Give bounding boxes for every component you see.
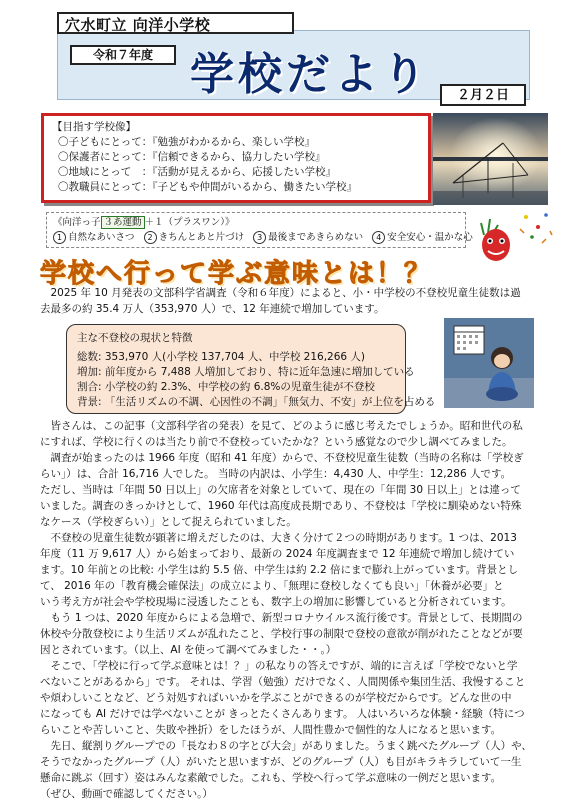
campaign-box [46, 212, 473, 248]
newsletter-title: 学校だより [190, 49, 430, 100]
text-line: もう 1 つは、2020 年度からによる急増で、新型コロナウイルス流行後です。背景として、長期間の [40, 612, 523, 624]
sunrise-photo [433, 113, 548, 205]
text-line: なケース（学校ぎらい）」として捉えられていました。 [40, 516, 297, 528]
body-text [40, 418, 532, 802]
stats-line: 背景: 「生活リズムの不調、心因性の不調」「無気力、不安」が上位を占める [77, 396, 436, 408]
text-line: 調査が始まったのは 1966 年度（昭和 41 年度）からで、不登校児童生徒数（当時の名称は「学校ぎ [40, 452, 524, 464]
text-line: になっても AI だけでは学べないことが きっとたくさんあります。 人はいろいろな体験・経験（特につ [40, 708, 525, 720]
stats-line: 増加: 前年度から 7,488 人増加しており、特に近年急速に増加している [77, 366, 415, 378]
section-title: 学校へ行って学ぶ意味とは！？ [40, 259, 433, 289]
text-line: 休校や分散登校により生活リズムが乱れたこと、学校行事の制限で登校の意欲が削がれたことなどが要 [40, 628, 523, 640]
campaign-suffix: ＋１（プラスワン）》 [144, 217, 235, 228]
text-line: 皆さんは、この記事（文部科学省の発表）を見て、どのように感じ考えたでしょうか。昭和世代の私 [40, 420, 523, 432]
goal-item: 〇教職員にとって：『子どもや仲間がいるから、働きたい学校』 [58, 181, 358, 193]
text-line: いう考え方が社会や学校現場に浸透したことも、数字上の増加に影響していると分析されています。 [40, 596, 512, 608]
school-name: 穴水町立 向洋小学校 [57, 12, 294, 34]
text-line: にすれば、学校に行くのは当たり前で不登校っていたかな？という感覚なので少し調べてみました。 [40, 436, 513, 448]
goal-item: 〇子どもにとって：『勉強がわかるから、楽しい学校』 [58, 136, 316, 148]
stats-line: 総数: 353,970 人(小学校 137,704 人、中学校 216,266 人) [77, 351, 366, 363]
text-line: 先日、縦割りグループでの「長なわ８の字とび大会」がありました。うまく跳べたグループ（人）や、 [40, 740, 532, 752]
text-line: 2025 年 10 月発表の文部科学省調査（令和６年度）によると、小・中学校の不登校児童生徒数は過 [40, 287, 521, 299]
text-line: 不登校の児童生徒数が顕著に増えだしたのは、大きく分けて２つの時期があります。1 つは、2013 [40, 532, 517, 544]
campaign-item: 自然なあいさつ [68, 232, 135, 243]
text-line: ます。10 年前との比較: 小学生は約 5.5 倍、中学生は約 2.2 倍にまで膨れ上がっています。背景とし [40, 564, 519, 576]
campaign-prefix: 《向洋っ子 [53, 217, 101, 228]
campaign-highlight: ３あ運動 [101, 216, 145, 229]
campaign-item: きちんとあと片づけ [158, 232, 245, 243]
issue-date: ２月２日 [440, 84, 526, 106]
text-line: 懸命に跳ぶ（回す）姿はみんな素敵でした。これも、学校へ行って学ぶ意味の一例だと思います。 [40, 772, 502, 784]
campaign-item: 最後まであきらめない [268, 232, 364, 243]
text-line: らい」）は、合計 16,716 人でした。 当時の内訳は、小学生：4,430 人、中学生：12,286 人です。 [40, 468, 512, 480]
text-line: べないことがあるから」です。 それは、学習（勉強）だけでなく、人間関係や集団生活、我慢すること [40, 676, 526, 688]
text-line: て、 2016 年の「教育機会確保法」の成立により、「無理に登校しなくても良い」「休養が必要」と [40, 580, 504, 592]
text-line: そうでなかったグループ（人）がいたと思いますが、どのグループ（人）も目がキラキラしていて一生 [40, 756, 522, 768]
campaign-number: 1 [53, 231, 66, 244]
stats-title: 主な不登校の現状と特徴 [77, 332, 193, 344]
school-year: 令和７年度 [70, 45, 176, 65]
text-line: いました。調査のきっかけとして、1960 年代は高度成長期であり、不登校は「学校に馴染めない特殊 [40, 500, 522, 512]
text-line: 因とされています。（以上、AI を使って調べてみました・・。） [40, 644, 337, 656]
mascot-illustration [476, 205, 556, 265]
goals-heading: 【目指す学校像】 [52, 121, 136, 133]
text-line: （ぜひ、動画で確認してください。） [40, 788, 213, 800]
text-line: 去最多の約 35.4 万人（353,970 人）で、12 年連続で増加しています。 [40, 303, 385, 315]
campaign-number: 4 [372, 231, 385, 244]
school-goals-box [41, 113, 431, 203]
campaign-number: 2 [144, 231, 157, 244]
intro-paragraph [40, 285, 521, 317]
stats-box [66, 324, 436, 414]
text-line: そこで、「学校に行って学ぶ意味とは！？」の私なりの答えですが、端的に言えば「学校でないと学 [40, 660, 518, 672]
text-line: 年度（11 万 9,617 人）から始まっており、最新の 2024 年度調査まで 12 年連続で増加し続けてい [40, 548, 515, 560]
goal-item: 〇保護者にとって：『信頼できるから、協力したい学校』 [58, 151, 326, 163]
stats-line: 割合: 小学校の約 2.3%、中学校の約 6.8%の児童生徒が不登校 [77, 381, 375, 393]
campaign-number: 3 [253, 231, 266, 244]
goal-item: 〇地域にとって ：『活動が見えるから、応援したい学校』 [58, 166, 337, 178]
text-line: ただし、当時は「年間 50 日以上」の欠席者を対象としていて、現在の「年間 30 日以上」とは違って [40, 484, 521, 496]
text-line: らいことや苦しいこと、失敗や挫折）をしたほうが、人間性豊かで個性的な人になると思います。 [40, 724, 502, 736]
text-line: や煩わしいことなど、どう対処すればいいかを学ぶことができるのが学校だからです。どんな世の中 [40, 692, 512, 704]
child-illustration [444, 318, 534, 408]
campaign-item: 安全安心・温かな心 [387, 232, 473, 243]
